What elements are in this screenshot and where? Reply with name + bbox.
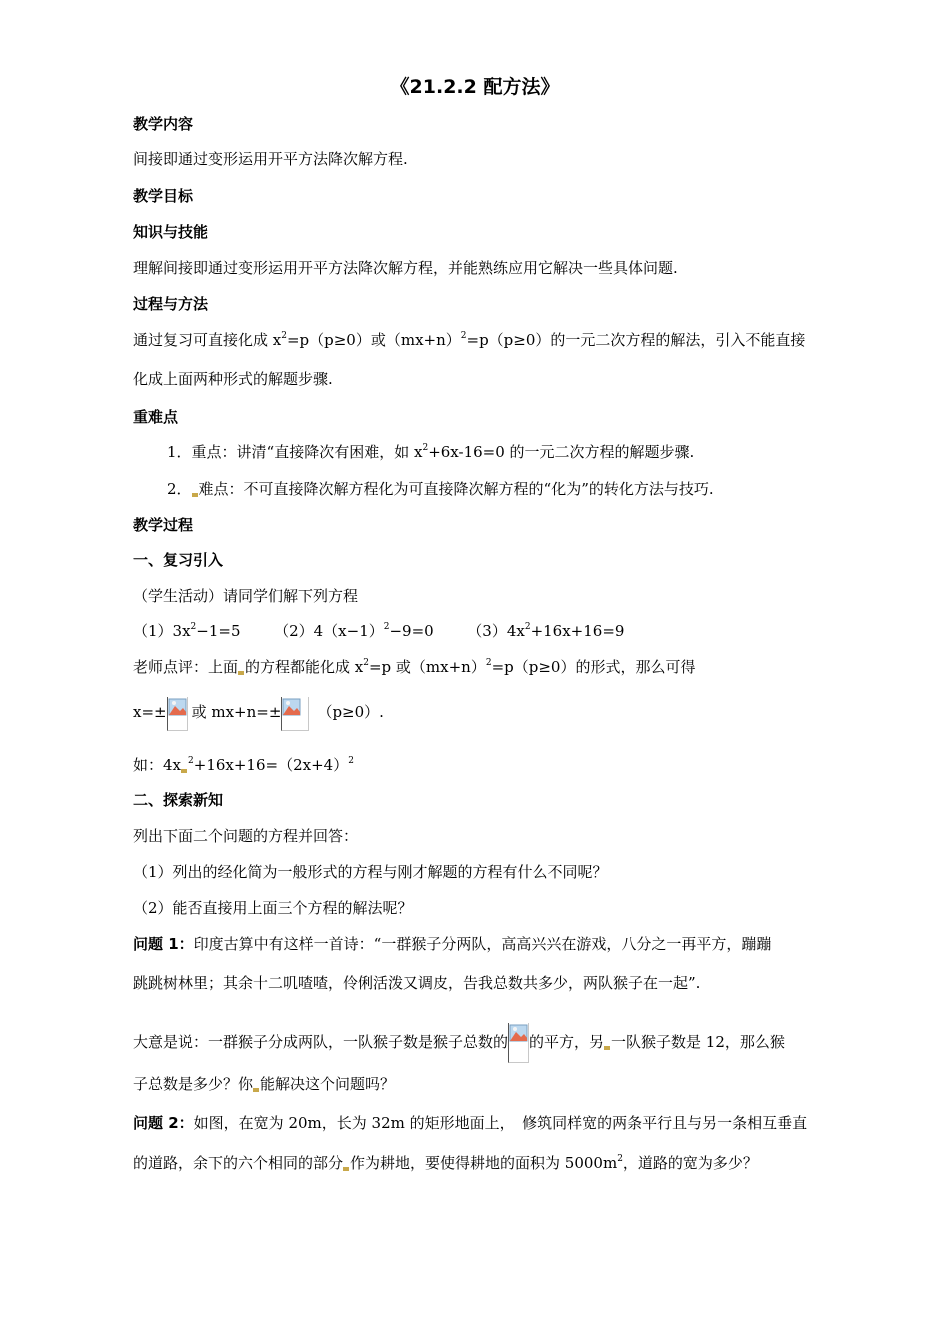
problem-1-meaning-line1 — [133, 1023, 785, 1063]
superscript: 2 — [485, 658, 492, 668]
text-span: =p（p≥0）的一元二次方程的解法，引入不能直接 — [466, 331, 806, 349]
text-span: 印度古算中有这样一首诗：“一群猴子分两队，高高兴兴在游戏，八分之一再平方，蹦蹦 — [193, 935, 772, 953]
text-span: 如：4x — [133, 756, 182, 774]
superscript: 2 — [460, 331, 467, 341]
skills-text: 理解间接即通过变形运用开平方法降次解方程，并能熟练应用它解决一些具体问题. — [133, 259, 678, 277]
broken-image-icon — [508, 1023, 529, 1063]
superscript: 2 — [617, 1154, 623, 1164]
text-span: =p（p≥0）的形式，那么可得 — [491, 658, 696, 676]
text-span: 或 mx+n=± — [191, 703, 282, 721]
heading-process: 过程与方法 — [133, 295, 209, 313]
content-text: 间接即通过变形运用开平方法降次解方程. — [133, 150, 408, 168]
revision-mark — [604, 1046, 610, 1050]
text-span: 能解决这个问题吗？ — [260, 1075, 396, 1093]
problem-1-meaning-line2 — [133, 1074, 395, 1094]
superscript: 2 — [422, 443, 429, 453]
text-span: （p≥0）. — [317, 703, 384, 721]
problem-1-line2: 跳跳树林里；其余十二叽喳喳，伶俐活泼又调皮，告我总数共多少，两队猴子在一起”. — [133, 974, 701, 992]
heading-teaching-process: 教学过程 — [133, 516, 194, 534]
revision-mark — [238, 671, 244, 675]
text-span: 2． — [167, 480, 192, 498]
heading-skills: 知识与技能 — [133, 223, 209, 241]
text-span: 难点：不可直接降次解方程化为可直接降次解方程的“化为”的转化方法与技巧. — [198, 480, 714, 498]
text-span: （3）4x — [467, 622, 525, 640]
problem-2-line1 — [133, 1113, 807, 1133]
text-span: 大意是说：一群猴子分成两队，一队猴子数是猴子总数的 — [133, 1033, 509, 1051]
text-span: 子总数是多少？你 — [133, 1075, 254, 1093]
problem-2-line2 — [133, 1153, 758, 1173]
key-point-1 — [167, 442, 694, 462]
superscript: 2 — [524, 622, 531, 632]
text-span: （1）3x — [133, 622, 191, 640]
process-text-line2: 化成上面两种形式的解题步骤. — [133, 370, 333, 388]
text-span: +6x-16=0 的一元二次方程的解题步骤. — [428, 443, 695, 461]
equation-3 — [467, 622, 624, 640]
teacher-comment — [133, 657, 695, 677]
problem-1-label: 问题 1： — [133, 935, 194, 953]
superscript: 2 — [348, 756, 354, 766]
heading-goals: 教学目标 — [133, 187, 194, 205]
key-point-2 — [167, 479, 714, 499]
text-span: 作为耕地，要使得耕地的面积为 5000m — [350, 1154, 618, 1172]
text-span: 如图，在宽为 20m，长为 32m 的矩形地面上， 修筑同样宽的两条平行且与另一条相互垂直 — [193, 1114, 808, 1132]
heading-review: 一、复习引入 — [133, 551, 224, 569]
revision-mark — [253, 1088, 259, 1092]
problem-1-line1 — [133, 934, 771, 954]
review-activity: （学生活动）请同学们解下列方程 — [133, 587, 359, 605]
text-span: =p 或（mx+n） — [368, 658, 486, 676]
text-span: 的方程都能化成 x — [245, 658, 364, 676]
text-span: ，道路的宽为多少？ — [622, 1154, 758, 1172]
superscript: 2 — [383, 622, 390, 632]
process-text-line1 — [133, 330, 805, 350]
text-span: +16x+16=（2x+4） — [193, 756, 349, 774]
question-2: （2）能否直接用上面三个方程的解法呢？ — [133, 899, 413, 917]
broken-image-icon — [281, 697, 309, 731]
text-span: −9=0 — [389, 622, 434, 640]
text-span: =p（p≥0）或（mx+n） — [286, 331, 461, 349]
solution-line — [133, 697, 384, 731]
text-span: x=± — [133, 703, 167, 721]
text-span: +16x+16=9 — [530, 622, 625, 640]
text-span: 1．重点：讲清“直接降次有困难，如 x — [167, 443, 423, 461]
problem-2-label: 问题 2： — [133, 1114, 194, 1132]
superscript: 2 — [281, 331, 287, 341]
heading-key-points: 重难点 — [133, 408, 179, 426]
equation-2 — [274, 622, 434, 640]
superscript: 2 — [190, 622, 197, 632]
text-span: 老师点评：上面 — [133, 658, 239, 676]
text-span: 通过复习可直接化成 x — [133, 331, 282, 349]
text-span: （2）4（x−1） — [274, 622, 384, 640]
superscript: 2 — [363, 658, 369, 668]
explore-intro: 列出下面二个问题的方程并回答： — [133, 827, 359, 845]
broken-image-icon — [167, 697, 188, 731]
text-span: 一队猴子数是 12，那么猴 — [611, 1033, 785, 1051]
equations-line — [133, 621, 624, 641]
superscript: 2 — [188, 756, 194, 766]
heading-content: 教学内容 — [133, 115, 194, 133]
text-span: 的平方，另 — [529, 1033, 605, 1051]
text-span: 的道路，余下的六个相同的部分 — [133, 1154, 344, 1172]
revision-mark — [192, 493, 198, 497]
revision-mark — [343, 1167, 349, 1171]
revision-mark — [181, 769, 187, 773]
equation-1 — [133, 622, 241, 640]
page-title: 《21.2.2 配方法》 — [390, 76, 560, 98]
heading-explore: 二、探索新知 — [133, 791, 224, 809]
text-span: −1=5 — [196, 622, 241, 640]
question-1: （1）列出的经化简为一般形式的方程与刚才解题的方程有什么不同呢？ — [133, 863, 608, 881]
example-line — [133, 755, 354, 775]
